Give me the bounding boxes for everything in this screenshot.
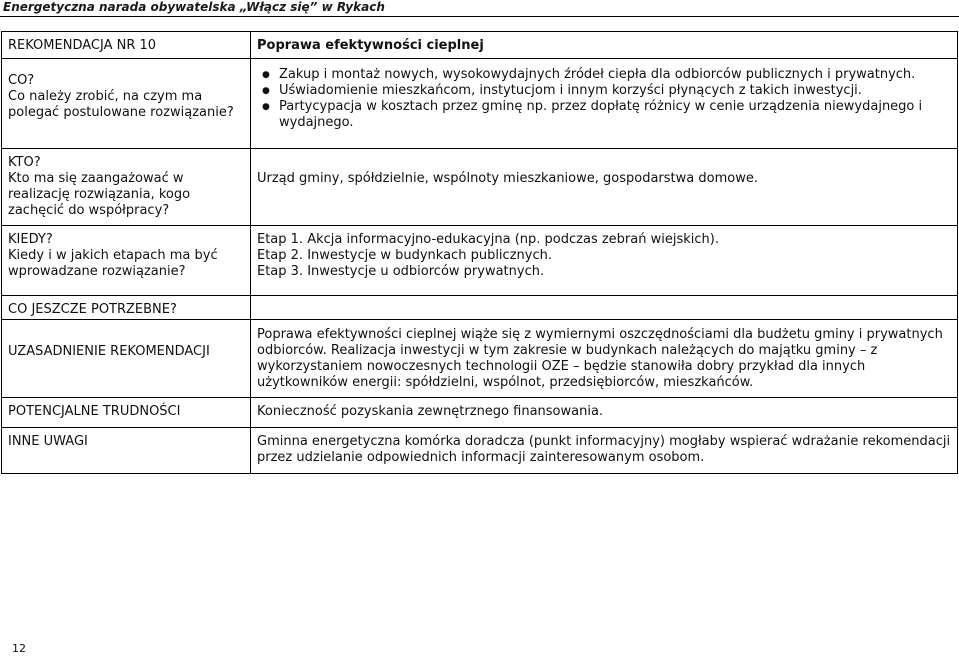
- cell-uzasadnienie-label: [2, 320, 251, 398]
- row-uwagi: [2, 428, 958, 474]
- kto-label: KTO?: [8, 155, 41, 170]
- cell-kiedy-label: [2, 226, 251, 296]
- document-header: Energetyczna narada obywatelska „Włącz się” w Rykach: [3, 0, 385, 14]
- co-jeszcze-label: CO JESZCZE POTRZEBNE?: [8, 302, 177, 317]
- uwagi-label: INNE UWAGI: [8, 434, 88, 449]
- cell-co-jeszcze-label: [2, 296, 251, 320]
- co-bullet-item: ● Zakup i montaż nowych, wysokowydajnych źródeł ciepła dla odbiorców publicznych i prywatnych.: [279, 67, 951, 83]
- cell-uwagi-label: [2, 428, 251, 474]
- kiedy-stage: Etap 3. Inwestycje u odbiorców prywatnych.: [257, 264, 545, 279]
- cell-trudnosci-answer: [251, 398, 958, 428]
- cell-trudnosci-label: [2, 398, 251, 428]
- co-label: CO?: [8, 73, 35, 88]
- row-kiedy: [2, 226, 958, 296]
- row-uzasadnienie: [2, 320, 958, 398]
- header-divider: [0, 16, 959, 17]
- cell-kto-answer: [251, 149, 958, 226]
- recommendation-number-text: REKOMENDACJA NR 10: [8, 38, 157, 53]
- trudnosci-answer: Konieczność pozyskania zewnętrznego finansowania.: [257, 404, 604, 419]
- uwagi-answer: Gminna energetyczna komórka doradcza (punkt informacyjny) mogłaby wspierać wdrażanie rekomendacji przez udzielanie odpowiednich informacji zainteresowanym osobom.: [257, 434, 951, 465]
- trudnosci-label: POTENCJALNE TRUDNOŚCI: [8, 404, 181, 419]
- kto-answer: Urząd gminy, spółdzielnie, wspólnoty mieszkaniowe, gospodarstwa domowe.: [257, 171, 758, 186]
- cell-uzasadnienie-answer: [251, 320, 958, 398]
- kiedy-stage: Etap 1. Akcja informacyjno-edukacyjna (np. podczas zebrań wiejskich).: [257, 232, 719, 247]
- kiedy-stage: Etap 2. Inwestycje w budynkach publicznych.: [257, 248, 552, 263]
- uzasadnienie-label: UZASADNIENIE REKOMENDACJI: [8, 344, 210, 359]
- title-row: [2, 32, 958, 59]
- uzasadnienie-answer: Poprawa efektywności cieplnej wiąże się z wymiernymi oszczędnościami dla budżetu gminy i prywatnych odbiorców. Realizacja inwestycji w tym zakresie w budynkach należących do majątku gminy – z wykorzystaniem nowoczesnych technologii OZE – będzie stanowiła dobry przykład dla innych użytkowników energii: spółdzielni, wspólnot, przedsiębiorców, mieszkańców.: [257, 327, 943, 390]
- row-co-jeszcze: [2, 296, 958, 320]
- co-bullet-item: ● Partycypacja w kosztach przez gminę np. przez dopłatę różnicy w cenie urządzenia niewydajnego i wydajnego.: [279, 99, 951, 131]
- cell-uwagi-answer: [251, 428, 958, 474]
- co-bullet-item: ● Uświadomienie mieszkańcom, instytucjom i innym korzyści płynących z takich inwestycji.: [279, 83, 951, 99]
- recommendation-table: [1, 31, 958, 474]
- kiedy-question: Kiedy i w jakich etapach ma być wprowadzane rozwiązanie?: [8, 248, 218, 279]
- kiedy-label: KIEDY?: [8, 232, 53, 247]
- recommendation-number: [2, 32, 251, 59]
- cell-co-label: [2, 59, 251, 149]
- row-trudnosci: [2, 398, 958, 428]
- co-bullet-list: [257, 67, 951, 131]
- cell-co-jeszcze-answer: [251, 296, 958, 320]
- co-question: Co należy zrobić, na czym ma polegać postulowane rozwiązanie?: [8, 89, 234, 120]
- cell-kto-label: [2, 149, 251, 226]
- recommendation-title-text: Poprawa efektywności cieplnej: [257, 38, 484, 53]
- row-co: [2, 59, 958, 149]
- recommendation-title: [251, 32, 958, 59]
- cell-kiedy-answer: [251, 226, 958, 296]
- row-kto: [2, 149, 958, 226]
- kto-question: Kto ma się zaangażować w realizację rozwiązania, kogo zachęcić do współpracy?: [8, 171, 191, 218]
- page-number: 12: [12, 642, 26, 655]
- cell-co-answer: [251, 59, 958, 149]
